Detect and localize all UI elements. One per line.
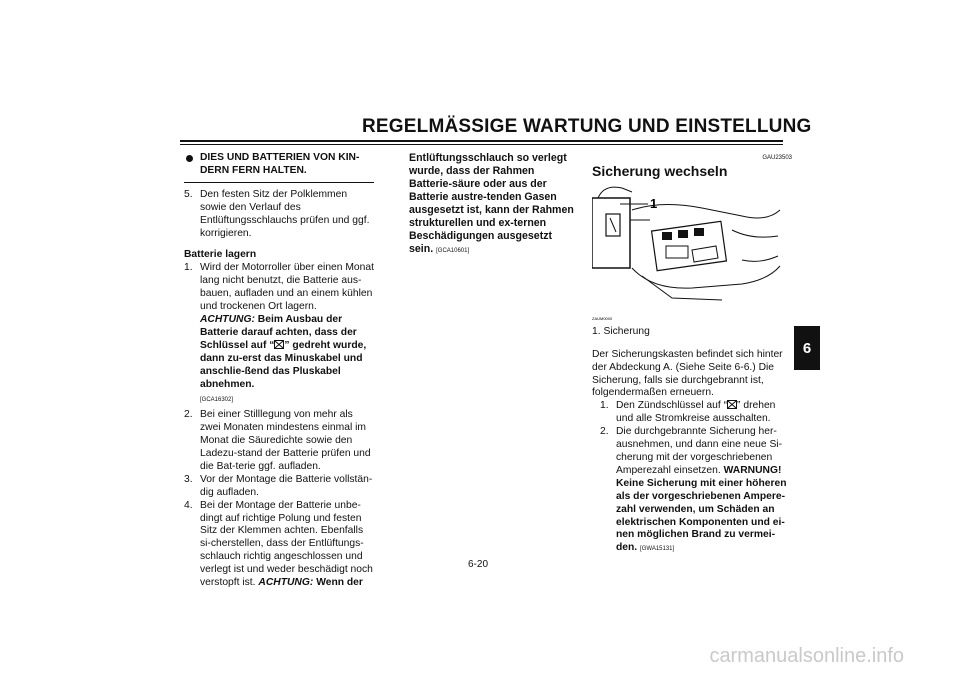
reference-code: GAU23503 — [762, 155, 792, 161]
warning-label: WARNUNG! — [723, 464, 782, 476]
section-heading: Sicherung wechseln — [592, 162, 728, 179]
page-title: REGELMÄSSIGE WARTUNG UND EINSTELLUNG — [362, 116, 812, 137]
fuse-illustration — [592, 180, 782, 325]
step-number: 1. — [600, 400, 609, 412]
watermark: carmanualsonline.info — [709, 645, 904, 667]
fuse-drawing — [592, 180, 782, 325]
fuse-step-2 — [600, 426, 792, 556]
figure-code: ZAUM0000 — [592, 315, 613, 321]
page-number: 6-20 — [468, 559, 489, 570]
figure-callout: 1 — [650, 195, 658, 211]
warning-bullet — [184, 152, 374, 178]
step-5 — [184, 189, 374, 241]
reference-code: [GWA15131] — [640, 546, 675, 553]
column-3 — [592, 152, 792, 556]
title-rule-thin — [180, 144, 783, 145]
storage-step-2 — [184, 409, 374, 474]
step-text: Wird der Motorroller über einen Monat lang nicht benutzt, die Batterie aus-bauen, aufladen und an einem kühlen und trockenen Ort lagern. — [200, 262, 374, 313]
storage-step-4 — [184, 500, 374, 590]
figure-caption: 1. Sicherung — [592, 325, 650, 337]
divider — [184, 182, 374, 183]
step-text: Bei der Montage der Batterie unbe-dingt auf richtige Polung und festen Sitz der Klemmen achten. Ebenfalls si-cherstellen, dass der Entlüftungs-schlauch richtig angeschlossen und verlegt ist und weder beschädigt noch verstopft ist. — [200, 499, 373, 589]
step-number: 3. — [184, 473, 193, 485]
caution-text: Wenn der — [316, 577, 363, 589]
caution-label: ACHTUNG: — [258, 577, 314, 589]
bullet-icon — [186, 155, 193, 162]
key-off-icon — [727, 400, 737, 409]
column-1 — [184, 152, 374, 590]
caution-text: Beim Ausbau der Batterie darauf achten, dass der Schlüssel auf “ — [200, 313, 357, 351]
reference-code: [GCA16302] — [200, 397, 234, 404]
step-text: Bei einer Stilllegung von mehr als zwei Monaten mindestens einmal im Monat die Säuredichte sowie den Ladezu-stand der Batterie prüfen und die Bat-terie ggf. aufladen. — [200, 409, 371, 472]
step-number: 2. — [600, 426, 609, 438]
section-heading: Batterie lagern — [184, 249, 257, 261]
step-text: Den festen Sitz der Polklemmen sowie den Verlauf des Entlüftungsschlauchs prüfen und ggf. korrigieren. — [200, 188, 370, 239]
fuse-step-1 — [600, 400, 792, 426]
step-number: 4. — [184, 499, 193, 511]
storage-step-3 — [184, 474, 374, 500]
chapter-tab[interactable]: 6 — [794, 326, 820, 370]
reference-code: [GCA10601] — [436, 248, 470, 254]
caution-text: Entlüftungsschlauch so verlegt wurde, dass der Rahmen Batterie-säure oder aus der Batterie austre-tenden Gasen ausgesetzt ist, kann der Rahmen strukturellen und ex-ternen Beschädigungen ausgesetzt sein. — [409, 152, 574, 255]
fuse-intro: Der Sicherungskasten befindet sich hinter der Abdeckung A. (Siehe Seite 6-6.) Die Sicherung, falls sie durchgebrannt ist, folgendermaßen erneuern. — [592, 348, 783, 399]
step-text: Vor der Montage die Batterie vollstän-dig aufladen. — [200, 473, 373, 498]
caution-label: ACHTUNG: — [200, 313, 255, 325]
caution-text-cont: ” gedreht wurde, dann zu-erst das Minuskabel und anschlie-ßend das Pluskabel abnehmen. — [200, 339, 367, 390]
warning-text: Keine Sicherung mit einer höheren als der vorgeschriebenen Ampere-zahl verwenden, um Schäden an elektrischen Komponenten und ei-nen möglichen Brand zu vermei-den. — [616, 477, 787, 554]
step-number: 1. — [184, 262, 193, 274]
column-2 — [409, 152, 579, 258]
bullet-text: DIES UND BATTERIEN VON KIN-DERN FERN HALTEN. — [200, 152, 360, 176]
step-text: Die durchgebrannte Sicherung her-ausnehmen, und dann eine neue Si-cherung mit der vorgeschriebenen Amperezahl einsetzen. — [616, 426, 783, 476]
step-number: 5. — [184, 188, 193, 200]
step-text-cont: ” drehen und alle Stromkreise ausschalten. — [616, 400, 776, 425]
step-number: 2. — [184, 409, 193, 421]
key-off-icon — [274, 340, 284, 349]
title-rule — [180, 140, 783, 142]
step-text: Den Zündschlüssel auf “ — [616, 400, 728, 412]
storage-step-1 — [184, 262, 374, 407]
